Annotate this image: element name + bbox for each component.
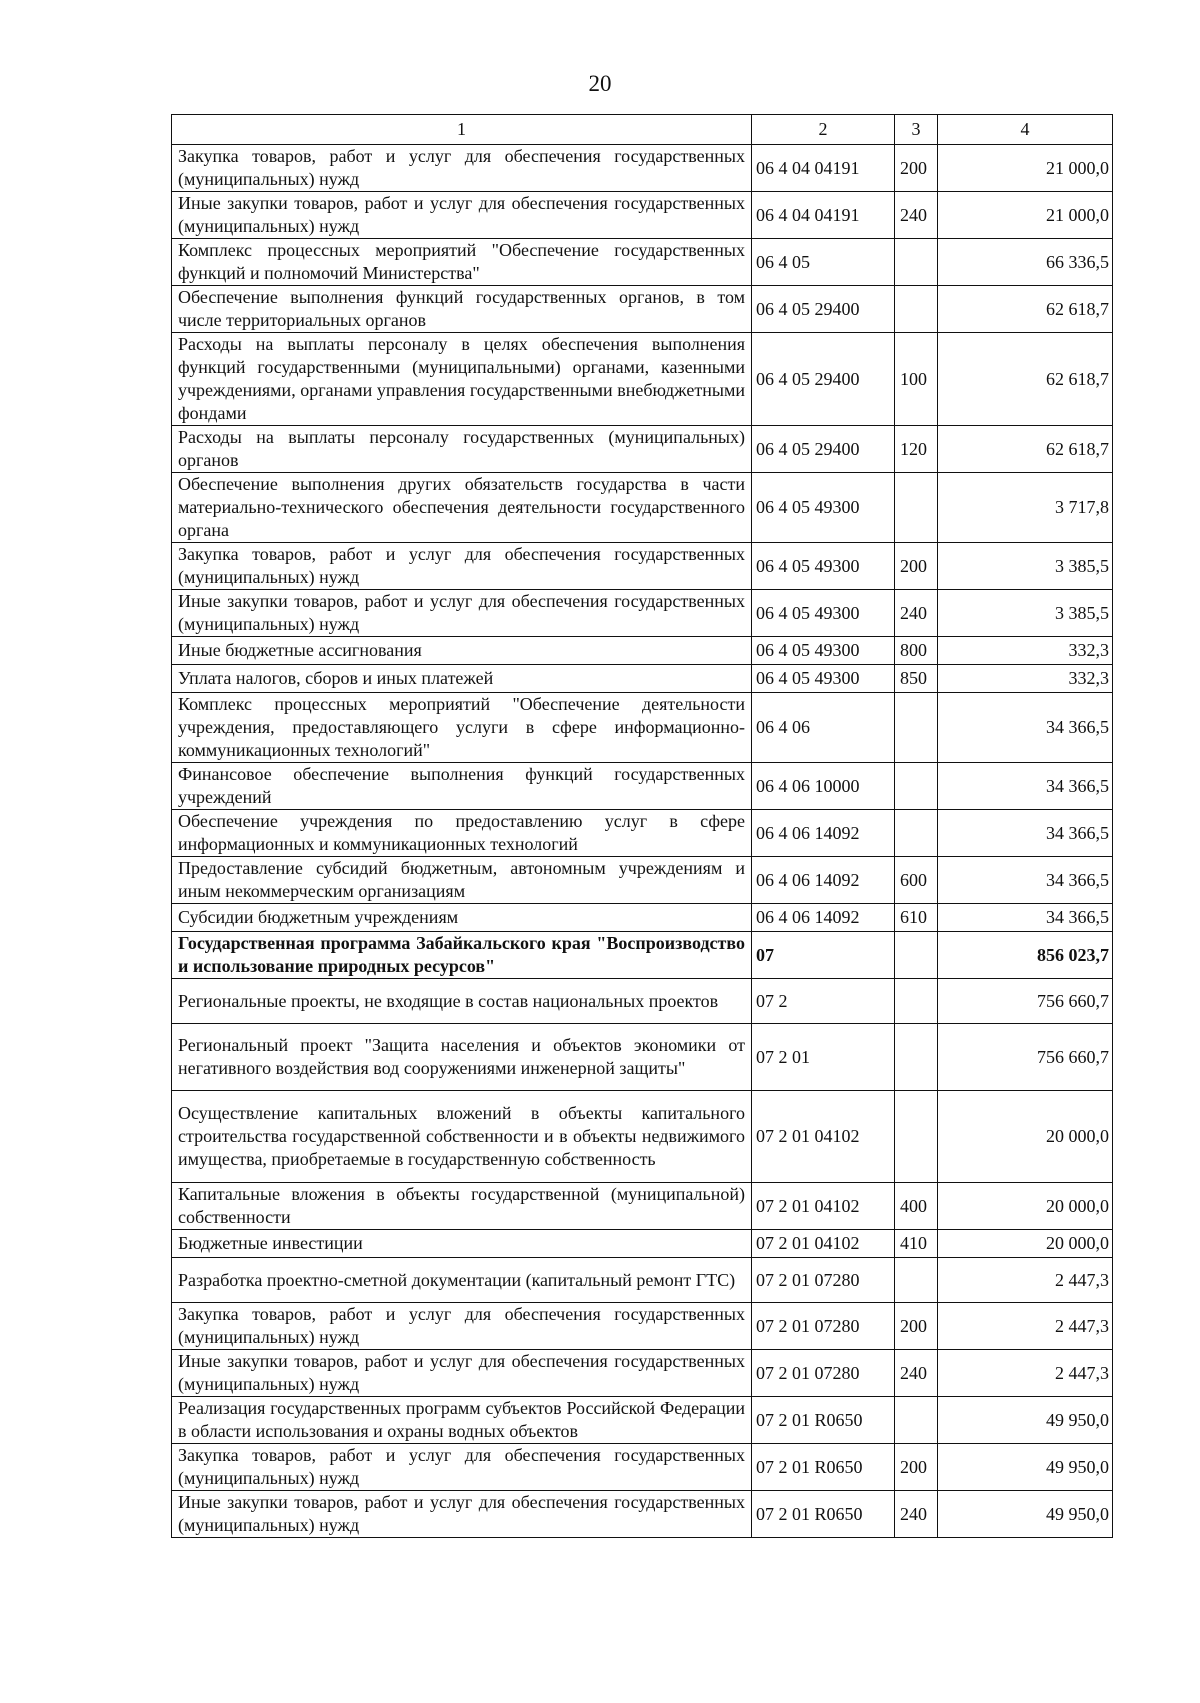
amount-cell: 62 618,7 [938,286,1113,333]
expense-type-cell: 240 [895,192,938,239]
table-row [172,1183,1113,1230]
expense-type-cell: 400 [895,1183,938,1230]
item-name-cell: Обеспечение учреждения по предоставлению услуг в сфере информационных и коммуникационных технологий [172,810,752,857]
amount-cell: 34 366,5 [938,904,1113,932]
amount-cell: 3 385,5 [938,543,1113,590]
expense-type-cell [895,979,938,1024]
amount-cell: 20 000,0 [938,1091,1113,1183]
amount-cell: 20 000,0 [938,1183,1113,1230]
classification-code-cell: 06 4 05 [752,239,895,286]
expense-type-cell: 240 [895,1491,938,1538]
table-row [172,1303,1113,1350]
expense-type-cell: 410 [895,1230,938,1258]
table-header-row [172,115,1113,145]
table-row [172,1350,1113,1397]
table-row [172,426,1113,473]
table-row [172,979,1113,1024]
amount-cell: 49 950,0 [938,1444,1113,1491]
expense-type-cell: 200 [895,1444,938,1491]
expense-type-cell: 240 [895,590,938,637]
classification-code-cell: 06 4 05 29400 [752,426,895,473]
table-row [172,693,1113,763]
table-row [172,1397,1113,1444]
header-cell-col-4: 4 [938,115,1113,145]
amount-cell: 62 618,7 [938,426,1113,473]
expense-type-cell [895,1091,938,1183]
classification-code-cell: 07 2 01 R0650 [752,1397,895,1444]
budget-table [171,114,1113,1538]
table-row [172,932,1113,979]
table-row [172,1444,1113,1491]
item-name-cell: Иные бюджетные ассигнования [172,637,752,665]
expense-type-cell [895,763,938,810]
classification-code-cell: 07 2 01 07280 [752,1258,895,1303]
header-cell-col-3: 3 [895,115,938,145]
item-name-cell: Закупка товаров, работ и услуг для обеспечения государственных (муниципальных) нужд [172,543,752,590]
classification-code-cell: 06 4 05 29400 [752,333,895,426]
expense-type-cell [895,473,938,543]
amount-cell: 21 000,0 [938,192,1113,239]
amount-cell: 49 950,0 [938,1491,1113,1538]
expense-type-cell [895,1024,938,1091]
expense-type-cell [895,1397,938,1444]
table-row [172,543,1113,590]
table-row [172,1491,1113,1538]
classification-code-cell: 06 4 05 49300 [752,637,895,665]
amount-cell: 34 366,5 [938,693,1113,763]
item-name-cell: Иные закупки товаров, работ и услуг для обеспечения государственных (муниципальных) нужд [172,192,752,239]
table-row [172,1091,1113,1183]
table-row [172,192,1113,239]
amount-cell: 3 717,8 [938,473,1113,543]
expense-type-cell: 610 [895,904,938,932]
classification-code-cell: 06 4 06 14092 [752,904,895,932]
expense-type-cell: 800 [895,637,938,665]
item-name-cell: Обеспечение выполнения других обязательств государства в части материально-технического обеспечения деятельности государственного органа [172,473,752,543]
classification-code-cell: 06 4 06 14092 [752,857,895,904]
table-row [172,857,1113,904]
expense-type-cell [895,286,938,333]
amount-cell: 66 336,5 [938,239,1113,286]
classification-code-cell: 06 4 05 49300 [752,543,895,590]
page-number: 20 [588,71,612,96]
table-row [172,1024,1113,1091]
table-row [172,145,1113,192]
expense-type-cell [895,693,938,763]
table-row [172,590,1113,637]
item-name-cell: Субсидии бюджетным учреждениям [172,904,752,932]
amount-cell: 3 385,5 [938,590,1113,637]
item-name-cell: Расходы на выплаты персоналу государственных (муниципальных) органов [172,426,752,473]
amount-cell: 34 366,5 [938,857,1113,904]
amount-cell: 2 447,3 [938,1350,1113,1397]
item-name-cell: Закупка товаров, работ и услуг для обеспечения государственных (муниципальных) нужд [172,1303,752,1350]
table-row [172,763,1113,810]
item-name-cell: Разработка проектно-сметной документации (капитальный ремонт ГТС) [172,1258,752,1303]
amount-cell: 332,3 [938,665,1113,693]
amount-cell: 2 447,3 [938,1303,1113,1350]
classification-code-cell: 06 4 05 49300 [752,590,895,637]
item-name-cell: Закупка товаров, работ и услуг для обеспечения государственных (муниципальных) нужд [172,145,752,192]
item-name-cell: Реализация государственных программ субъектов Российской Федерации в области использования и охраны водных объектов [172,1397,752,1444]
classification-code-cell: 07 2 01 R0650 [752,1491,895,1538]
item-name-cell: Предоставление субсидий бюджетным, автономным учреждениям и иным некоммерческим организациям [172,857,752,904]
item-name-cell: Расходы на выплаты персоналу в целях обеспечения выполнения функций государственными (муниципальными) органами, казенными учреждениями, органами управления государственными внебюджетными фондами [172,333,752,426]
classification-code-cell: 07 2 01 04102 [752,1091,895,1183]
classification-code-cell: 06 4 05 49300 [752,665,895,693]
expense-type-cell: 200 [895,1303,938,1350]
table-row [172,1230,1113,1258]
amount-cell: 34 366,5 [938,763,1113,810]
item-name-cell: Уплата налогов, сборов и иных платежей [172,665,752,693]
table-row [172,810,1113,857]
expense-type-cell: 120 [895,426,938,473]
item-name-cell: Иные закупки товаров, работ и услуг для обеспечения государственных (муниципальных) нужд [172,1491,752,1538]
amount-cell: 49 950,0 [938,1397,1113,1444]
amount-cell: 20 000,0 [938,1230,1113,1258]
amount-cell: 62 618,7 [938,333,1113,426]
amount-cell: 2 447,3 [938,1258,1113,1303]
expense-type-cell [895,810,938,857]
classification-code-cell: 07 [752,932,895,979]
classification-code-cell: 07 2 01 07280 [752,1350,895,1397]
table-row [172,286,1113,333]
table-row [172,473,1113,543]
table-row [172,637,1113,665]
amount-cell: 332,3 [938,637,1113,665]
amount-cell: 34 366,5 [938,810,1113,857]
expense-type-cell: 600 [895,857,938,904]
classification-code-cell: 07 2 01 [752,1024,895,1091]
expense-type-cell: 200 [895,543,938,590]
item-name-cell: Обеспечение выполнения функций государственных органов, в том числе территориальных органов [172,286,752,333]
expense-type-cell: 200 [895,145,938,192]
item-name-cell: Государственная программа Забайкальского края "Воспроизводство и использование природных ресурсов" [172,932,752,979]
classification-code-cell: 07 2 01 04102 [752,1230,895,1258]
item-name-cell: Комплекс процессных мероприятий "Обеспечение деятельности учреждения, предоставляющего услуги в сфере информационно-коммуникационных технологий" [172,693,752,763]
classification-code-cell: 07 2 01 07280 [752,1303,895,1350]
classification-code-cell: 07 2 01 04102 [752,1183,895,1230]
classification-code-cell: 06 4 05 49300 [752,473,895,543]
table-row [172,239,1113,286]
item-name-cell: Иные закупки товаров, работ и услуг для обеспечения государственных (муниципальных) нужд [172,1350,752,1397]
header-cell-col-1: 1 [172,115,752,145]
item-name-cell: Иные закупки товаров, работ и услуг для обеспечения государственных (муниципальных) нужд [172,590,752,637]
header-cell-col-2: 2 [752,115,895,145]
classification-code-cell: 06 4 06 14092 [752,810,895,857]
classification-code-cell: 07 2 [752,979,895,1024]
expense-type-cell [895,239,938,286]
amount-cell: 756 660,7 [938,979,1113,1024]
item-name-cell: Комплекс процессных мероприятий "Обеспечение государственных функций и полномочий Министерства" [172,239,752,286]
classification-code-cell: 07 2 01 R0650 [752,1444,895,1491]
amount-cell: 756 660,7 [938,1024,1113,1091]
table-row [172,665,1113,693]
table-row [172,904,1113,932]
classification-code-cell: 06 4 04 04191 [752,192,895,239]
table-row [172,1258,1113,1303]
classification-code-cell: 06 4 06 [752,693,895,763]
expense-type-cell [895,1258,938,1303]
expense-type-cell: 240 [895,1350,938,1397]
classification-code-cell: 06 4 06 10000 [752,763,895,810]
item-name-cell: Закупка товаров, работ и услуг для обеспечения государственных (муниципальных) нужд [172,1444,752,1491]
amount-cell: 856 023,7 [938,932,1113,979]
expense-type-cell: 850 [895,665,938,693]
item-name-cell: Капитальные вложения в объекты государственной (муниципальной) собственности [172,1183,752,1230]
item-name-cell: Осуществление капитальных вложений в объекты капитального строительства государственной собственности и в объекты недвижимого имущества, приобретаемые в государственную собственность [172,1091,752,1183]
table-row [172,333,1113,426]
classification-code-cell: 06 4 05 29400 [752,286,895,333]
expense-type-cell [895,932,938,979]
expense-type-cell: 100 [895,333,938,426]
amount-cell: 21 000,0 [938,145,1113,192]
item-name-cell: Финансовое обеспечение выполнения функций государственных учреждений [172,763,752,810]
item-name-cell: Региональный проект "Защита населения и объектов экономики от негативного воздействия вод сооружениями инженерной защиты" [172,1024,752,1091]
classification-code-cell: 06 4 04 04191 [752,145,895,192]
item-name-cell: Региональные проекты, не входящие в состав национальных проектов [172,979,752,1024]
item-name-cell: Бюджетные инвестиции [172,1230,752,1258]
